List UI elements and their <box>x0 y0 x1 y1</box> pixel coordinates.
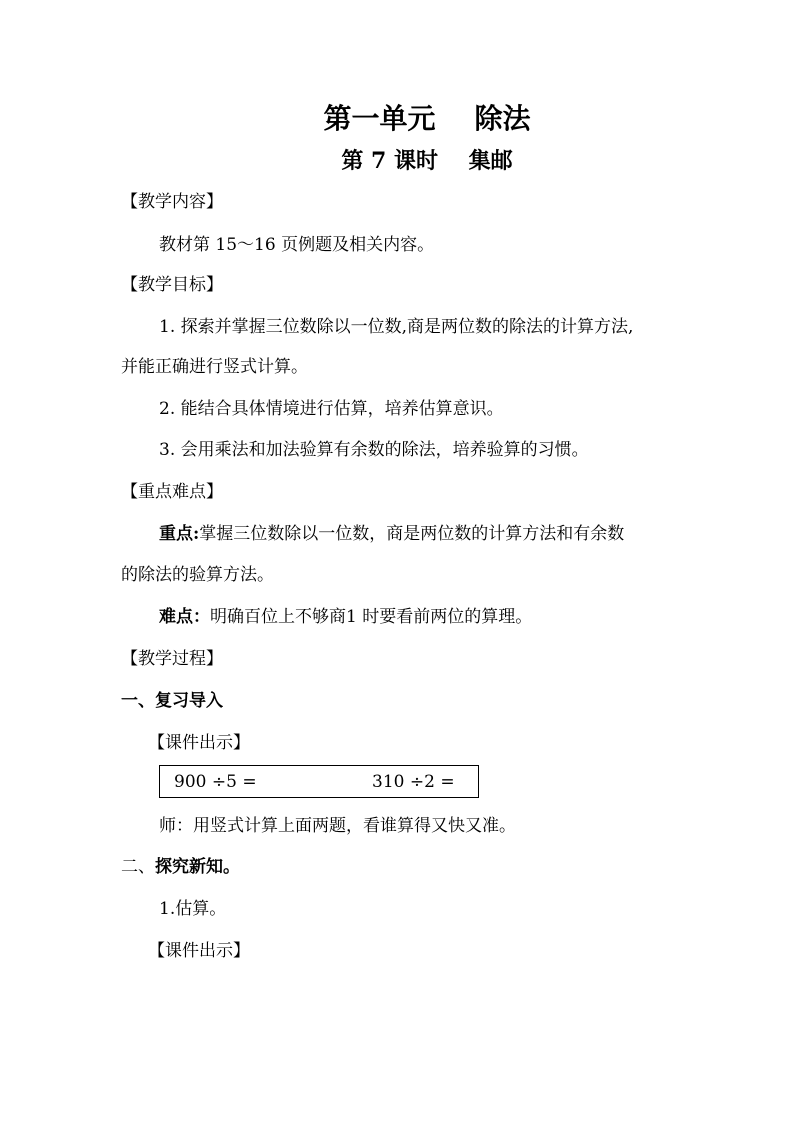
difficulty-text: 明确百位上不够商1 时要看前两位的算理。 <box>210 607 533 627</box>
teacher-instruction: 师：用竖式计算上面两题，看谁算得又快又准。 <box>159 816 516 836</box>
page-subtitle: 第 7 课时 集邮 <box>341 148 513 174</box>
difficulty-line <box>159 605 719 629</box>
page-title: 第一单元 除法 <box>323 102 531 135</box>
key-point-line-1 <box>159 522 719 546</box>
goal-1-line-2: 并能正确进行竖式计算。 <box>121 357 308 377</box>
courseware-label-1: 【课件出示】 <box>148 733 250 753</box>
goal-1-line-1: 1. 探索并掌握三位数除以一位数,商是两位数的除法的计算方法, <box>159 317 634 337</box>
estimate-item: 1.估算。 <box>159 899 227 919</box>
goal-3: 3. 会用乘法和加法验算有余数的除法，培养验算的习惯。 <box>159 440 589 460</box>
exercise-2: 310 ÷2 = <box>372 772 455 792</box>
part-1-heading: 一、复习导入 <box>121 691 223 711</box>
courseware-label-2: 【课件出示】 <box>148 941 250 961</box>
section-heading-process: 【教学过程】 <box>121 649 223 669</box>
content-text: 教材第 15～16 页例题及相关内容。 <box>159 235 435 255</box>
part-2-heading-text: 二、探究新知。 <box>121 857 240 877</box>
section-heading-key-points: 【重点难点】 <box>121 482 223 502</box>
key-point-text: 掌握三位数除以一位数，商是两位数的计算方法和有余数 <box>199 524 625 544</box>
section-heading-content: 【教学内容】 <box>121 192 223 212</box>
difficulty-label: 难点： <box>159 607 210 627</box>
exercise-box <box>159 765 479 798</box>
goal-2: 2. 能结合具体情境进行估算，培养估算意识。 <box>159 399 504 419</box>
exercise-1: 900 ÷5 = <box>174 772 257 792</box>
part-2-heading <box>121 855 681 879</box>
key-point-label: 重点: <box>159 524 200 544</box>
section-heading-goals: 【教学目标】 <box>121 275 223 295</box>
key-point-line-2: 的除法的验算方法。 <box>121 565 274 585</box>
